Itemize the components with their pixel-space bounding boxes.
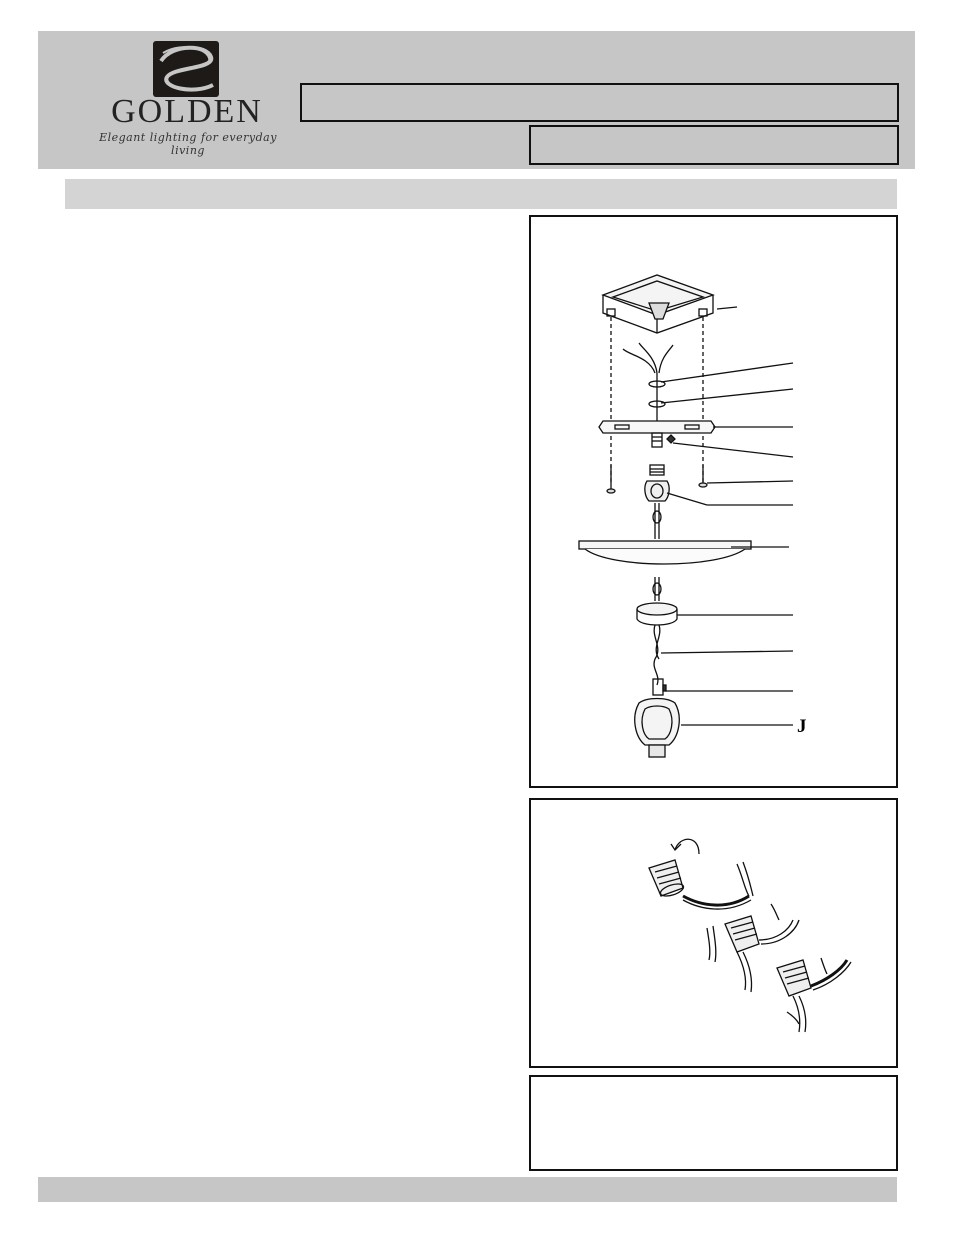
wire-nut-1 xyxy=(649,860,685,898)
shade-part xyxy=(579,541,751,564)
assembly-diagram-panel xyxy=(529,215,898,788)
wire-nut-3 xyxy=(777,960,811,996)
header-band xyxy=(38,31,915,169)
mounting-screw-right xyxy=(699,465,707,487)
glass-j-part xyxy=(635,699,680,758)
footer-bar xyxy=(38,1177,897,1202)
mounting-screw-left xyxy=(607,465,615,493)
section-header-bar xyxy=(65,179,897,209)
brand-name: GOLDEN xyxy=(111,93,263,130)
product-title-box xyxy=(300,83,899,122)
wire-connection-panel xyxy=(529,798,898,1068)
wire-nut-2 xyxy=(725,916,759,952)
wire-connection-diagram xyxy=(531,800,896,1066)
assembly-diagram xyxy=(531,217,896,786)
model-number-box xyxy=(529,125,899,165)
crossbar-part xyxy=(599,421,715,433)
golden-logo-mark xyxy=(153,41,219,97)
note-panel xyxy=(529,1075,898,1171)
part-label-j: J xyxy=(797,716,807,737)
leader-lines xyxy=(661,307,793,725)
collar-part xyxy=(637,603,677,625)
canopy-part xyxy=(603,275,713,333)
brand-tagline: Elegant lighting for everyday living xyxy=(99,131,277,157)
